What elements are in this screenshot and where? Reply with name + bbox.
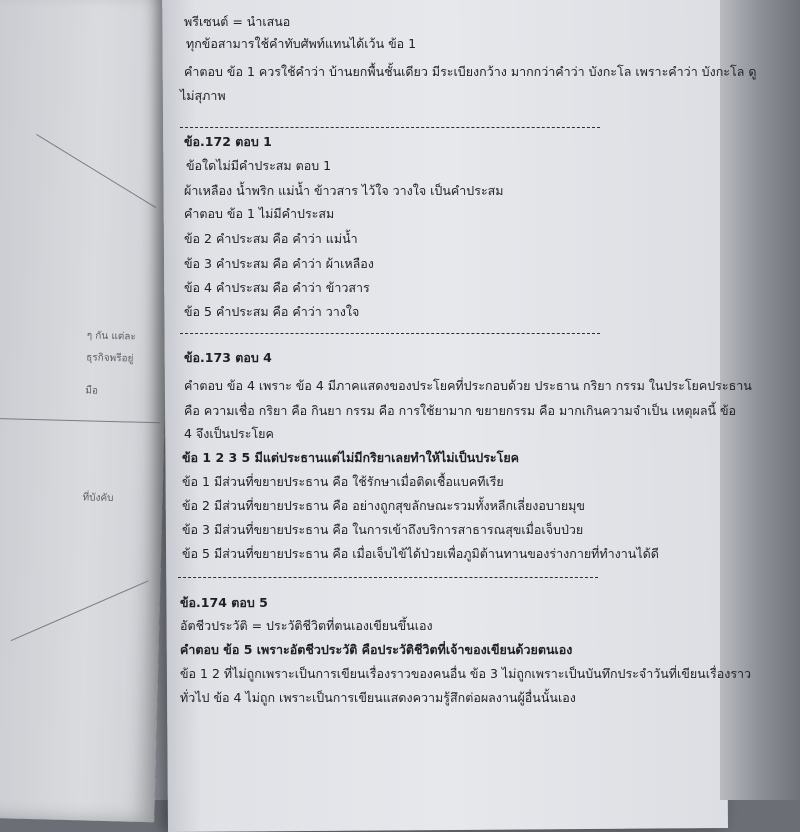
question-heading: ข้อ.174 ตอบ 5 — [180, 595, 268, 610]
text-line: ข้อ 4 คำประสม คือ คำว่า ข้าวสาร — [184, 280, 370, 295]
text-line: ข้อ 5 คำประสม คือ คำว่า วางใจ — [184, 304, 360, 319]
text-line: ข้อ 3 คำประสม คือ คำว่า ผ้าเหลือง — [184, 256, 374, 271]
text-line: คำตอบ ข้อ 1 ควรใช้คำว่า บ้านยกพื้นชั้นเดียว มีระเบียงกว้าง มากกว่าคำว่า บังกะโล เพราะคำว่า บังกะโล ดู — [184, 64, 757, 79]
text-line: 4 จึงเป็นประโยค — [184, 426, 274, 441]
section-divider — [178, 577, 598, 578]
text-line: อัตชีวประวัติ = ประวัติชีวิตที่ตนเองเขียนขึ้นเอง — [180, 618, 433, 633]
text-line: ข้อ 1 2 ที่ไม่ถูกเพราะเป็นการเขียนเรื่องราวของคนอื่น ข้อ 3 ไม่ถูกเพราะเป็นบันทึกประจำวันที่เขียนเรื่องราว — [180, 666, 752, 681]
question-heading: ข้อ.173 ตอบ 4 — [184, 350, 272, 365]
text-line: ข้อ 2 มีส่วนที่ขยายประธาน คือ อย่างถูกสุขลักษณะรวมทั้งหลีกเลี่ยงอบายมุข — [182, 498, 585, 513]
text-line: พรีเซนต์ = นำเสนอ — [184, 14, 291, 29]
left-page-fragment: ธุรกิจพรีอยู่ — [86, 352, 134, 365]
left-page-rule — [11, 580, 149, 641]
text-line: คือ ความเชื่อ กริยา คือ กินยา กรรม คือ การใช้ยามาก ขยายกรรม คือ มากเกินความจำเป็น เหตุผลนี้ ข้อ — [184, 403, 737, 418]
text-line: ข้อ 1 มีส่วนที่ขยายประธาน คือ ใช้รักษาเมื่อติดเชื้อแบคทีเรีย — [182, 474, 504, 489]
left-page — [0, 0, 176, 822]
section-divider — [180, 333, 600, 334]
text-line: ข้อ 3 มีส่วนที่ขยายประธาน คือ ในการเข้าถึงบริการสาธารณสุขเมื่อเจ็บป่วย — [182, 522, 584, 537]
text-line: ทุกข้อสามารใช้คำทับศัพท์แทนได้เว้น ข้อ 1 — [186, 36, 417, 51]
text-line: ข้อใดไม่มีคำประสม ตอบ 1 — [186, 158, 332, 173]
left-page-rule — [0, 418, 160, 423]
left-page-rule — [36, 134, 156, 208]
text-line: ข้อ 5 มีส่วนที่ขยายประธาน คือ เมื่อเจ็บไข้ได้ป่วยเพื่อภูมิต้านทานของร่างกายที่ทำงานได้ดี — [182, 546, 659, 561]
question-heading: ข้อ.172 ตอบ 1 — [184, 134, 272, 149]
text-line: ข้อ 1 2 3 5 มีแต่ประธานแต่ไม่มีกริยาเลยทำให้ไม่เป็นประโยค — [182, 450, 520, 465]
left-page-fragment: ที่บังคับ — [82, 492, 114, 505]
text-line: ไม่สุภาพ — [180, 88, 226, 103]
left-page-fragment: มือ — [85, 385, 99, 397]
text-line: คำตอบ ข้อ 4 เพราะ ข้อ 4 มีภาคแสดงของประโยคที่ประกอบด้วย ประธาน กริยา กรรม ในประโยคประธาน — [184, 378, 752, 393]
left-page-fragment: ๆ กัน แต่ละ — [86, 330, 137, 343]
text-line: ผ้าเหลือง น้ำพริก แม่น้ำ ข้าวสาร ไว้ใจ วางใจ เป็นคำประสม — [184, 183, 504, 198]
text-line: คำตอบ ข้อ 1 ไม่มีคำประสม — [184, 206, 335, 221]
section-divider — [180, 127, 600, 128]
text-line: คำตอบ ข้อ 5 เพราะอัตชีวประวัติ คือประวัติชีวิตที่เจ้าของเขียนด้วยตนเอง — [180, 642, 573, 657]
text-line: ทั่วไป ข้อ 4 ไม่ถูก เพราะเป็นการเขียนแสดงความรู้สึกต่อผลงานผู้อื่นนั้นเอง — [180, 690, 576, 705]
text-line: ข้อ 2 คำประสม คือ คำว่า แม่น้ำ — [184, 231, 358, 246]
